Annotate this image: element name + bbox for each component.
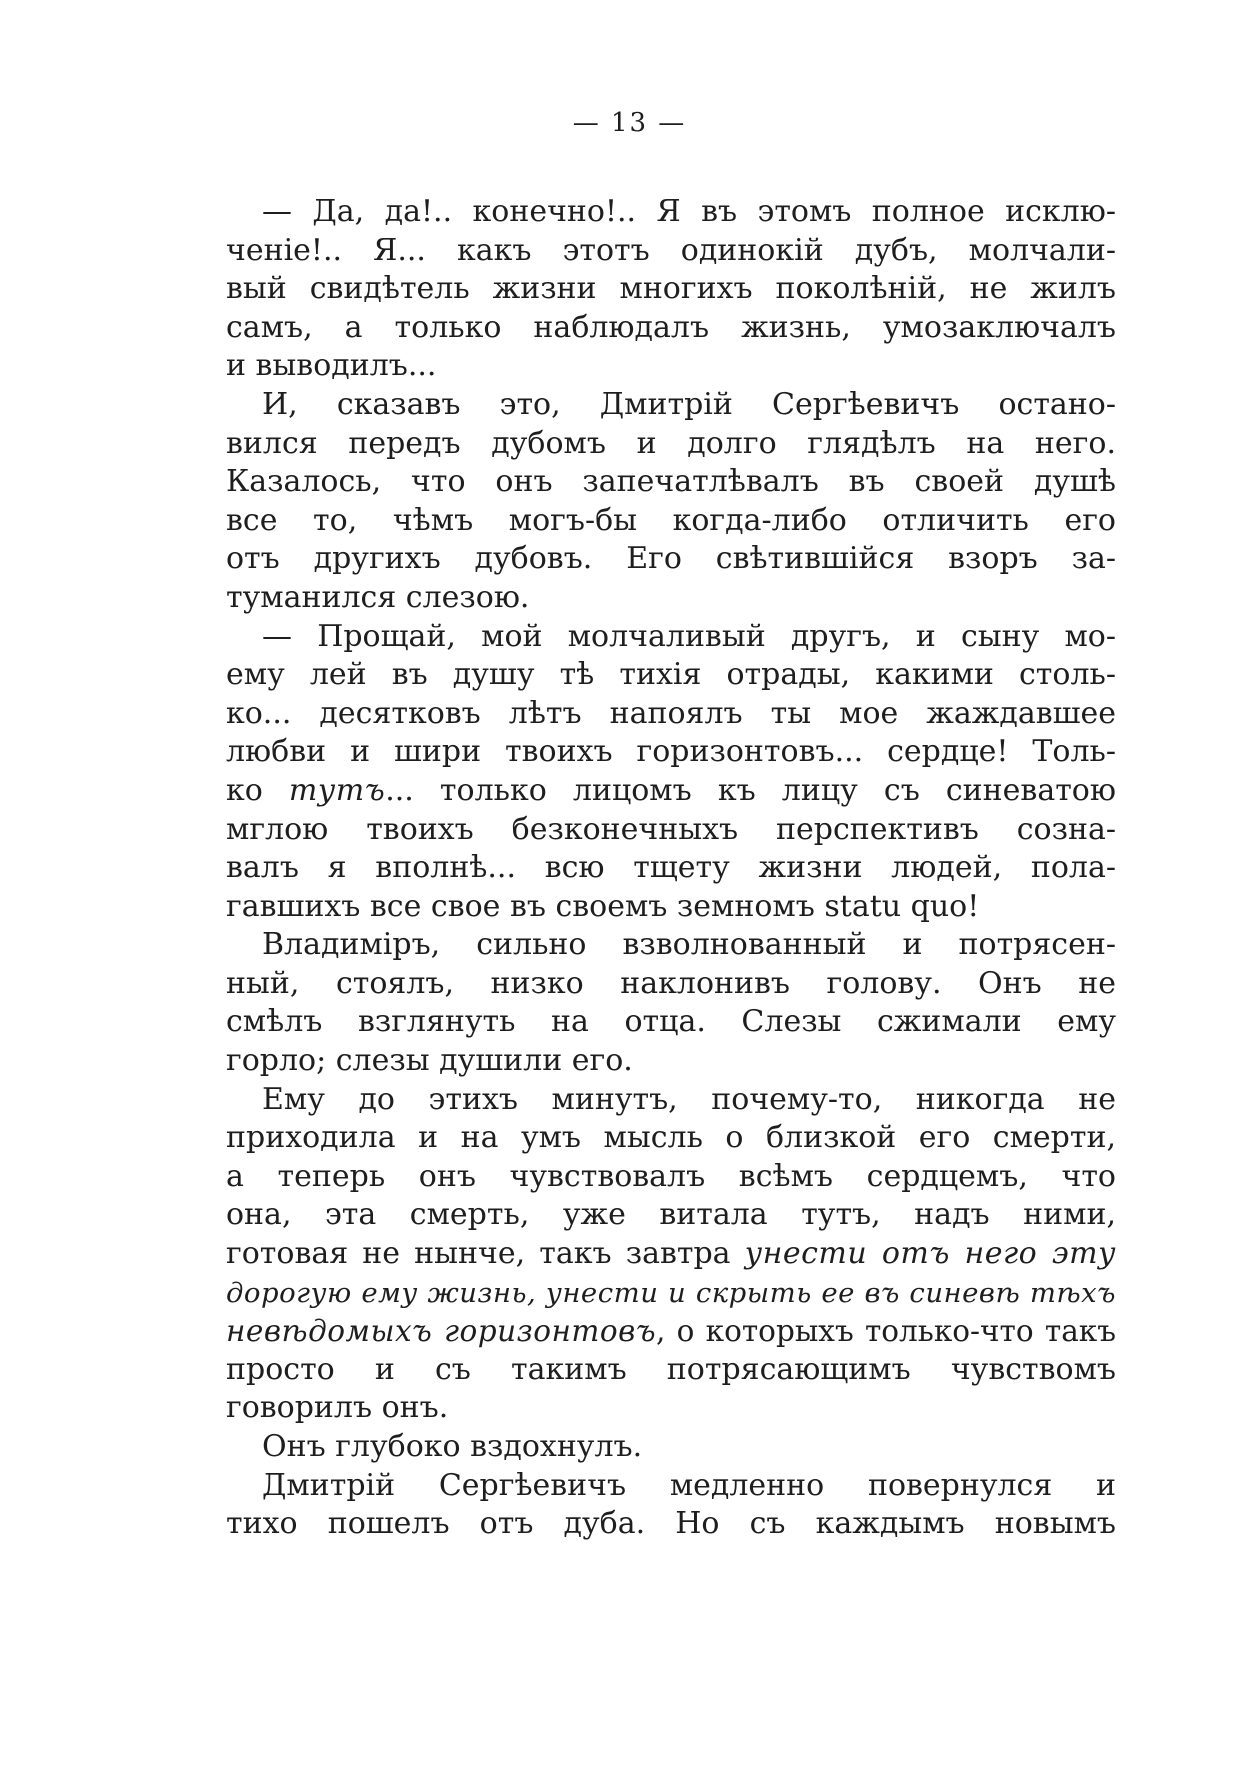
italic-text-segment: невѣдомыхъ горизонтовъ [226, 1314, 656, 1349]
text-segment: Онъ глубоко вздохнулъ. [262, 1429, 643, 1464]
text-segment: ченіе!.. Я... какъ этотъ одинокій дубъ, молчали- [226, 232, 1116, 268]
text-segment: мглою твоихъ безконечныхъ перспективъ созна- [226, 811, 1116, 847]
text-segment: горло; слезы душили его. [226, 1043, 633, 1079]
text-line [226, 1042, 1116, 1081]
text-segment: Казалось, что онъ запечатлѣвалъ въ своей душѣ [226, 464, 1116, 500]
text-segment: любви и шири твоихъ горизонтовъ... сердце! Толь- [226, 734, 1116, 770]
text-line [226, 1003, 1116, 1042]
text-line [226, 1389, 1116, 1428]
text-segment: валъ я вполнѣ... всю тщету жизни людей, пола- [226, 850, 1116, 886]
text-line [226, 1158, 1116, 1197]
text-segment: ный, стоялъ, низко наклонивъ голову. Онъ не [226, 965, 1116, 1001]
text-line [226, 425, 1116, 464]
text-segment: — Прощай, мой молчаливый другъ, и сыну мо- [262, 618, 1116, 654]
text-segment: Владиміръ, сильно взволнованный и потрясен- [262, 927, 1116, 963]
text-segment: самъ, а только наблюдалъ жизнь, умозаключалъ [226, 309, 1116, 345]
text-segment: ко... десятковъ лѣтъ напоялъ ты мое жаждавшее [226, 695, 1116, 731]
text-segment: Дмитрій Сергѣевичъ медленно повернулся и [262, 1467, 1116, 1503]
text-line [226, 1428, 1116, 1467]
text-segment: и выводилъ... [226, 348, 437, 384]
text-segment: смѣлъ взглянуть на отца. Слезы сжимали ему [226, 1004, 1116, 1040]
text-segment: — Да, да!.. конечно!.. Я въ этомъ полное исклю- [262, 194, 1116, 229]
text-segment: тихо пошелъ отъ дуба. Но съ каждымъ новымъ [226, 1506, 1116, 1542]
text-segment: она, эта смерть, уже витала тутъ, надъ ними, [226, 1197, 1116, 1233]
text-line [226, 540, 1116, 579]
text-segment: ко [226, 772, 289, 808]
text-segment: а теперь онъ чувствовалъ всѣмъ сердцемъ, что [226, 1158, 1116, 1194]
text-line [226, 347, 1116, 386]
text-segment: И, сказавъ это, Дмитрій Сергѣевичъ остано- [262, 386, 1116, 422]
text-segment: ему лей въ душу тѣ тихія отрады, какими столь- [226, 657, 1116, 693]
text-segment: , о которыхъ только-что такъ [656, 1314, 1116, 1349]
text-line [226, 1119, 1116, 1158]
text-line [226, 1312, 1116, 1351]
text-line [226, 1467, 1116, 1506]
italic-text-segment: дорогую ему жизнь, унести и скрыть ее въ синевѣ тѣхъ [226, 1276, 1116, 1309]
text-line [226, 926, 1116, 965]
text-line [226, 656, 1116, 695]
text-line [226, 888, 1116, 927]
text-segment: Ему до этихъ минутъ, почему-то, никогда не [262, 1081, 1116, 1117]
text-line [226, 463, 1116, 502]
page-number: — 13 — [572, 108, 687, 138]
text-line [226, 849, 1116, 888]
italic-text-segment: унести отъ него эту [744, 1236, 1116, 1272]
text-line [226, 811, 1116, 850]
text-line [226, 618, 1116, 657]
text-segment: туманился слезою. [226, 579, 530, 615]
text-segment: вый свидѣтель жизни многихъ поколѣній, не жилъ [226, 271, 1116, 307]
text-line [226, 965, 1116, 1004]
page-body-text [226, 193, 1116, 1544]
text-line [226, 1351, 1116, 1390]
text-line [226, 1235, 1116, 1274]
text-line [226, 386, 1116, 425]
text-line [226, 270, 1116, 309]
text-line [226, 579, 1116, 618]
text-line [226, 772, 1116, 811]
text-line [226, 502, 1116, 541]
text-segment: говорилъ онъ. [226, 1390, 449, 1426]
text-line [226, 1505, 1116, 1544]
text-segment: гавшихъ все свое въ своемъ земномъ statu quo! [226, 888, 980, 924]
text-line [226, 1274, 1116, 1313]
text-segment: все то, чѣмъ могъ-бы когда-либо отличить его [226, 502, 1116, 538]
text-line [226, 193, 1116, 232]
text-line [226, 1081, 1116, 1120]
text-segment: отъ другихъ дубовъ. Его свѣтившійся взоръ за- [226, 541, 1116, 577]
text-line [226, 1196, 1116, 1235]
text-line [226, 309, 1116, 348]
text-line [226, 232, 1116, 271]
text-segment: готовая не нынче, такъ завтра [226, 1236, 745, 1272]
italic-text-segment: тутъ [288, 772, 386, 808]
text-segment: ... только лицомъ къ лицу съ синеватою [385, 772, 1116, 808]
text-segment: просто и съ такимъ потрясающимъ чувствомъ [226, 1351, 1116, 1387]
text-segment: приходила и на умъ мысль о близкой его смерти, [226, 1120, 1116, 1156]
text-line [226, 733, 1116, 772]
text-segment: вился передъ дубомъ и долго глядѣлъ на него. [226, 425, 1116, 461]
text-line [226, 695, 1116, 734]
